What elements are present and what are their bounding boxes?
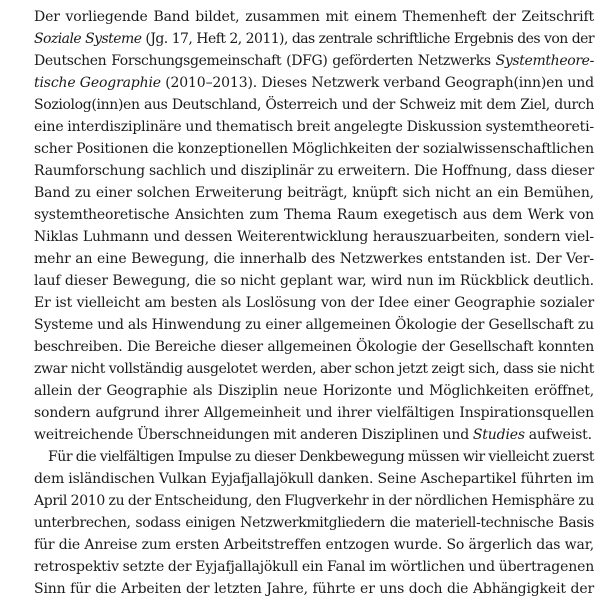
paragraph-1: [34, 6, 594, 446]
text-line: Deutschen Forschungsgemeinschaft (DFG) geförderten Netzwerks Systemtheore-: [34, 53, 594, 69]
text-line: scher Positionen die konzeptionellen Möglichkeiten der sozialwissenschaftlichen: [34, 141, 594, 157]
text-line: Für die vielfältigen Impulse zu dieser Denkbewegung müssen wir vielleicht zuerst: [48, 449, 594, 465]
text-line: weitreichende Überschneidungen mit anderen Disziplinen und Studies aufweist.: [34, 427, 592, 443]
text-line: unterbrechen, sodass einigen Netzwerkmitgliedern die materiell-technische Basis: [34, 515, 594, 531]
text-line: lauf dieser Bewegung, die so nicht geplant war, wird nun im Rückblick deutlich.: [34, 273, 594, 289]
text-line: dem isländischen Vulkan Eyjafjallajökull danken. Seine Aschepartikel führten im: [34, 471, 594, 487]
text-line: Raumforschung sachlich und disziplinär zu erweitern. Die Hoffnung, dass dieser: [34, 163, 594, 179]
text-line: beschreiben. Die Bereiche dieser allgemeinen Ökologie der Gesellschaft konnten: [34, 339, 594, 355]
text-line: systemtheoretische Ansichten zum Thema Raum exegetisch aus dem Werk von: [34, 207, 594, 223]
text-line: für die Anreise zum ersten Arbeitstreffen entzogen wurde. So ärgerlich das war,: [34, 537, 594, 553]
text-line: Er ist vielleicht am besten als Loslösung von der Idee einer Geographie sozialer: [34, 295, 594, 311]
italic-text: Systemtheore-: [495, 53, 594, 69]
text-line: Niklas Luhmann und dessen Weiterentwicklung herauszuarbeiten, sondern viel-: [34, 229, 594, 245]
italic-text: Studies: [472, 427, 525, 443]
text-line: mehr an eine Bewegung, die innerhalb des Netzwerkes entstanden ist. Der Ver-: [34, 251, 594, 267]
text-line: allein der Geographie als Disziplin neue Horizonte und Möglichkeiten eröffnet,: [34, 383, 594, 399]
text-line: April 2010 zu der Entscheidung, den Flugverkehr in der nördlichen Hemisphäre zu: [34, 493, 594, 509]
text-line: Systeme und als Hinwendung zu einer allgemeinen Ökologie der Gesellschaft zu: [34, 317, 594, 333]
text-line: zwar nicht vollständig ausgelotet werden, aber schon jetzt zeigt sich, dass sie nicht: [34, 361, 594, 377]
text-line: sondern aufgrund ihrer Allgemeinheit und ihrer vielfältigen Inspirationsquellen: [34, 405, 594, 421]
text-line: retrospektiv setzte der Eyjafjallajökull ein Fanal im wörtlichen und übertragenen: [34, 559, 595, 575]
text-line: tische Geographie (2010–2013). Dieses Netzwerk verband Geograph(inn)en und: [34, 75, 594, 91]
text-line: Der vorliegende Band bildet, zusammen mit einem Themenheft der Zeitschrift: [34, 9, 594, 25]
italic-text: Soziale Systeme: [34, 31, 142, 47]
text-line: Soziolog(inn)en aus Deutschland, Österreich und der Schweiz mit dem Ziel, durch: [34, 97, 594, 113]
text-line: eine interdisziplinäre und thematisch breit angelegte Diskussion systemtheoreti-: [34, 119, 594, 135]
text-line: Soziale Systeme (Jg. 17, Heft 2, 2011), das zentrale schriftliche Ergebnis des von der: [34, 31, 595, 47]
text-line: Band zu einer solchen Erweiterung beiträgt, knüpft sich nicht an ein Bemühen,: [34, 185, 594, 201]
italic-text: tische Geographie: [34, 75, 161, 91]
text-line: Sinn für die Arbeiten der letzten Jahre, führte er uns doch die Abhängigkeit der: [34, 581, 594, 597]
